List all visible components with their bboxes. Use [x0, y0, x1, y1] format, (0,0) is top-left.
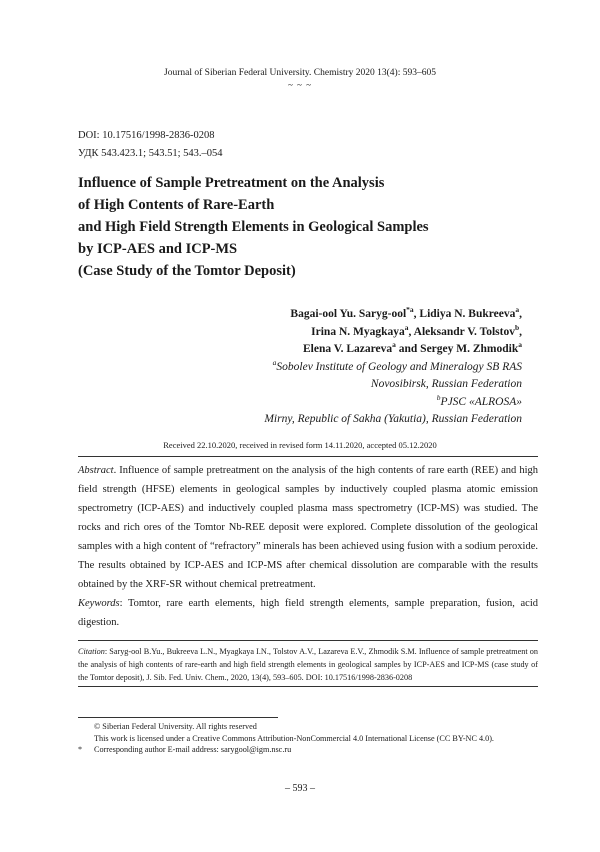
citation-text: : Saryg-ool B.Yu., Bukreeva L.N., Myagkaya I.N., Tolstov A.V., Lazareva E.V., Zhmodik S.M. Influence of sample pretreatment on the analysis of high contents of rare-earth and high field strength elements in geological samples by ICP-AES and ICP-MS (case study of the Tomtor deposit), J. Sib. Fed. Univ. Chem., 2020, 13(4), 593–605. DOI: 10.17516/1998-2836-0208 — [78, 647, 538, 682]
author-name: Lidiya N. Bukreeva — [419, 308, 516, 320]
doi: DOI: 10.17516/1998-2836-0208 — [78, 130, 215, 141]
author-name: Irina N. Myagkaya — [311, 325, 405, 338]
author-line: Elena V. Lazareva$^a$ and Sergey M. Zhmodik$^a$ — [302, 340, 522, 355]
received-dates: Received 22.10.2020, received in revised form 14.11.2020, accepted 05.12.2020 — [163, 440, 437, 450]
keywords-label: Keywords — [78, 598, 120, 609]
author-name: Bagai-ool Yu. Saryg-ool — [290, 308, 407, 320]
abstract — [78, 461, 538, 594]
title-line: (Case Study of the Tomtor Deposit) — [78, 263, 296, 279]
author-affiliation-mark: a — [404, 322, 409, 332]
title-line: Influence of Sample Pretreatment on the Analysis — [78, 175, 385, 191]
author-affiliation-mark: *a — [406, 305, 414, 315]
abstract-label: Abstract — [78, 465, 114, 476]
affiliation-b: $^b$PJSC «ALROSA» — [436, 392, 522, 408]
corresponding-email: Corresponding author E-mail address: sarygool@igm.nsc.ru — [94, 745, 292, 754]
author-line: Irina N. Myagkaya$^a$, Aleksandr V. Tolstov$^b$, — [311, 322, 522, 338]
author-affiliation-mark: a — [515, 305, 520, 315]
keywords-text: : Tomtor, rare earth elements, high field strength elements, sample preparation, fusion, acid digestion. — [78, 598, 538, 628]
journal-header: Journal of Siberian Federal University. Chemistry 2020 13(4): 593–605 — [164, 68, 436, 78]
author-name: Elena V. Lazareva — [302, 343, 393, 355]
author-affiliation-mark: b — [514, 322, 520, 332]
footnote-copyright: © Siberian Federal University. All rights reserved — [94, 722, 257, 731]
author-name: Aleksandr V. Tolstov — [413, 325, 515, 338]
keywords — [78, 594, 538, 632]
footnote-rule — [78, 717, 278, 718]
author-affiliation-mark: a — [518, 340, 522, 350]
title-line: of High Contents of Rare-Earth — [78, 197, 275, 213]
abstract-text: . Influence of sample pretreatment on the analysis of the high contents of rare earth (REE) and high field strength (HFSE) elements in geological samples by inductively coupled plasma atomic emission spectrometry (ICP-AES) and inductively coupled plasma mass spectrometry (ICP-MS) was studied. The rocks and rich ores of the Tomtor Nb-REE deposit were explored. Complete dissolution of the geological samples with a high content of “refractory” minerals has been achieved using fusion with a sodium peroxide. The results obtained by ICP-AES and ICP-MS after chemical dissolution are comparable with the results obtained by the XRF-SR without chemical pretreatment. — [78, 465, 538, 590]
affiliation-a: $^a$Sobolev Institute of Geology and Mineralogy SB RAS — [272, 357, 522, 373]
affiliation-b-location: Mirny, Republic of Sakha (Yakutia), Russian Federation — [264, 413, 522, 425]
citation-top-rule — [78, 640, 538, 641]
author-block — [62, 306, 522, 429]
author-name: Sergey M. Zhmodik — [420, 343, 519, 355]
footnote-corresponding — [78, 744, 548, 756]
citation-bottom-rule — [78, 686, 538, 687]
header-ornament: ~ ~ ~ — [287, 80, 313, 90]
author-affiliation-mark: a — [392, 340, 396, 350]
udk: УДК 543.423.1; 543.51; 543.–054 — [78, 148, 223, 159]
page-number: – 593 – — [285, 783, 315, 794]
citation — [78, 645, 538, 684]
footnote-star: * — [78, 745, 83, 754]
title-line: and High Field Strength Elements in Geological Samples — [78, 219, 429, 235]
footnote-license: This work is licensed under a Creative Commons Attribution-NonCommercial 4.0 International License (CC BY-NC 4.0). — [94, 733, 494, 743]
author-line: Bagai-ool Yu. Saryg-ool$^{*a}$, Lidiya N. Bukreeva$^a$, — [290, 305, 522, 320]
citation-label: Citation — [78, 647, 105, 656]
footnotes — [78, 721, 548, 756]
title-line: by ICP-AES and ICP-MS — [78, 241, 238, 257]
abstract-top-rule — [78, 456, 538, 457]
article-title — [78, 172, 528, 282]
affiliation-a-location: Novosibirsk, Russian Federation — [370, 378, 522, 390]
